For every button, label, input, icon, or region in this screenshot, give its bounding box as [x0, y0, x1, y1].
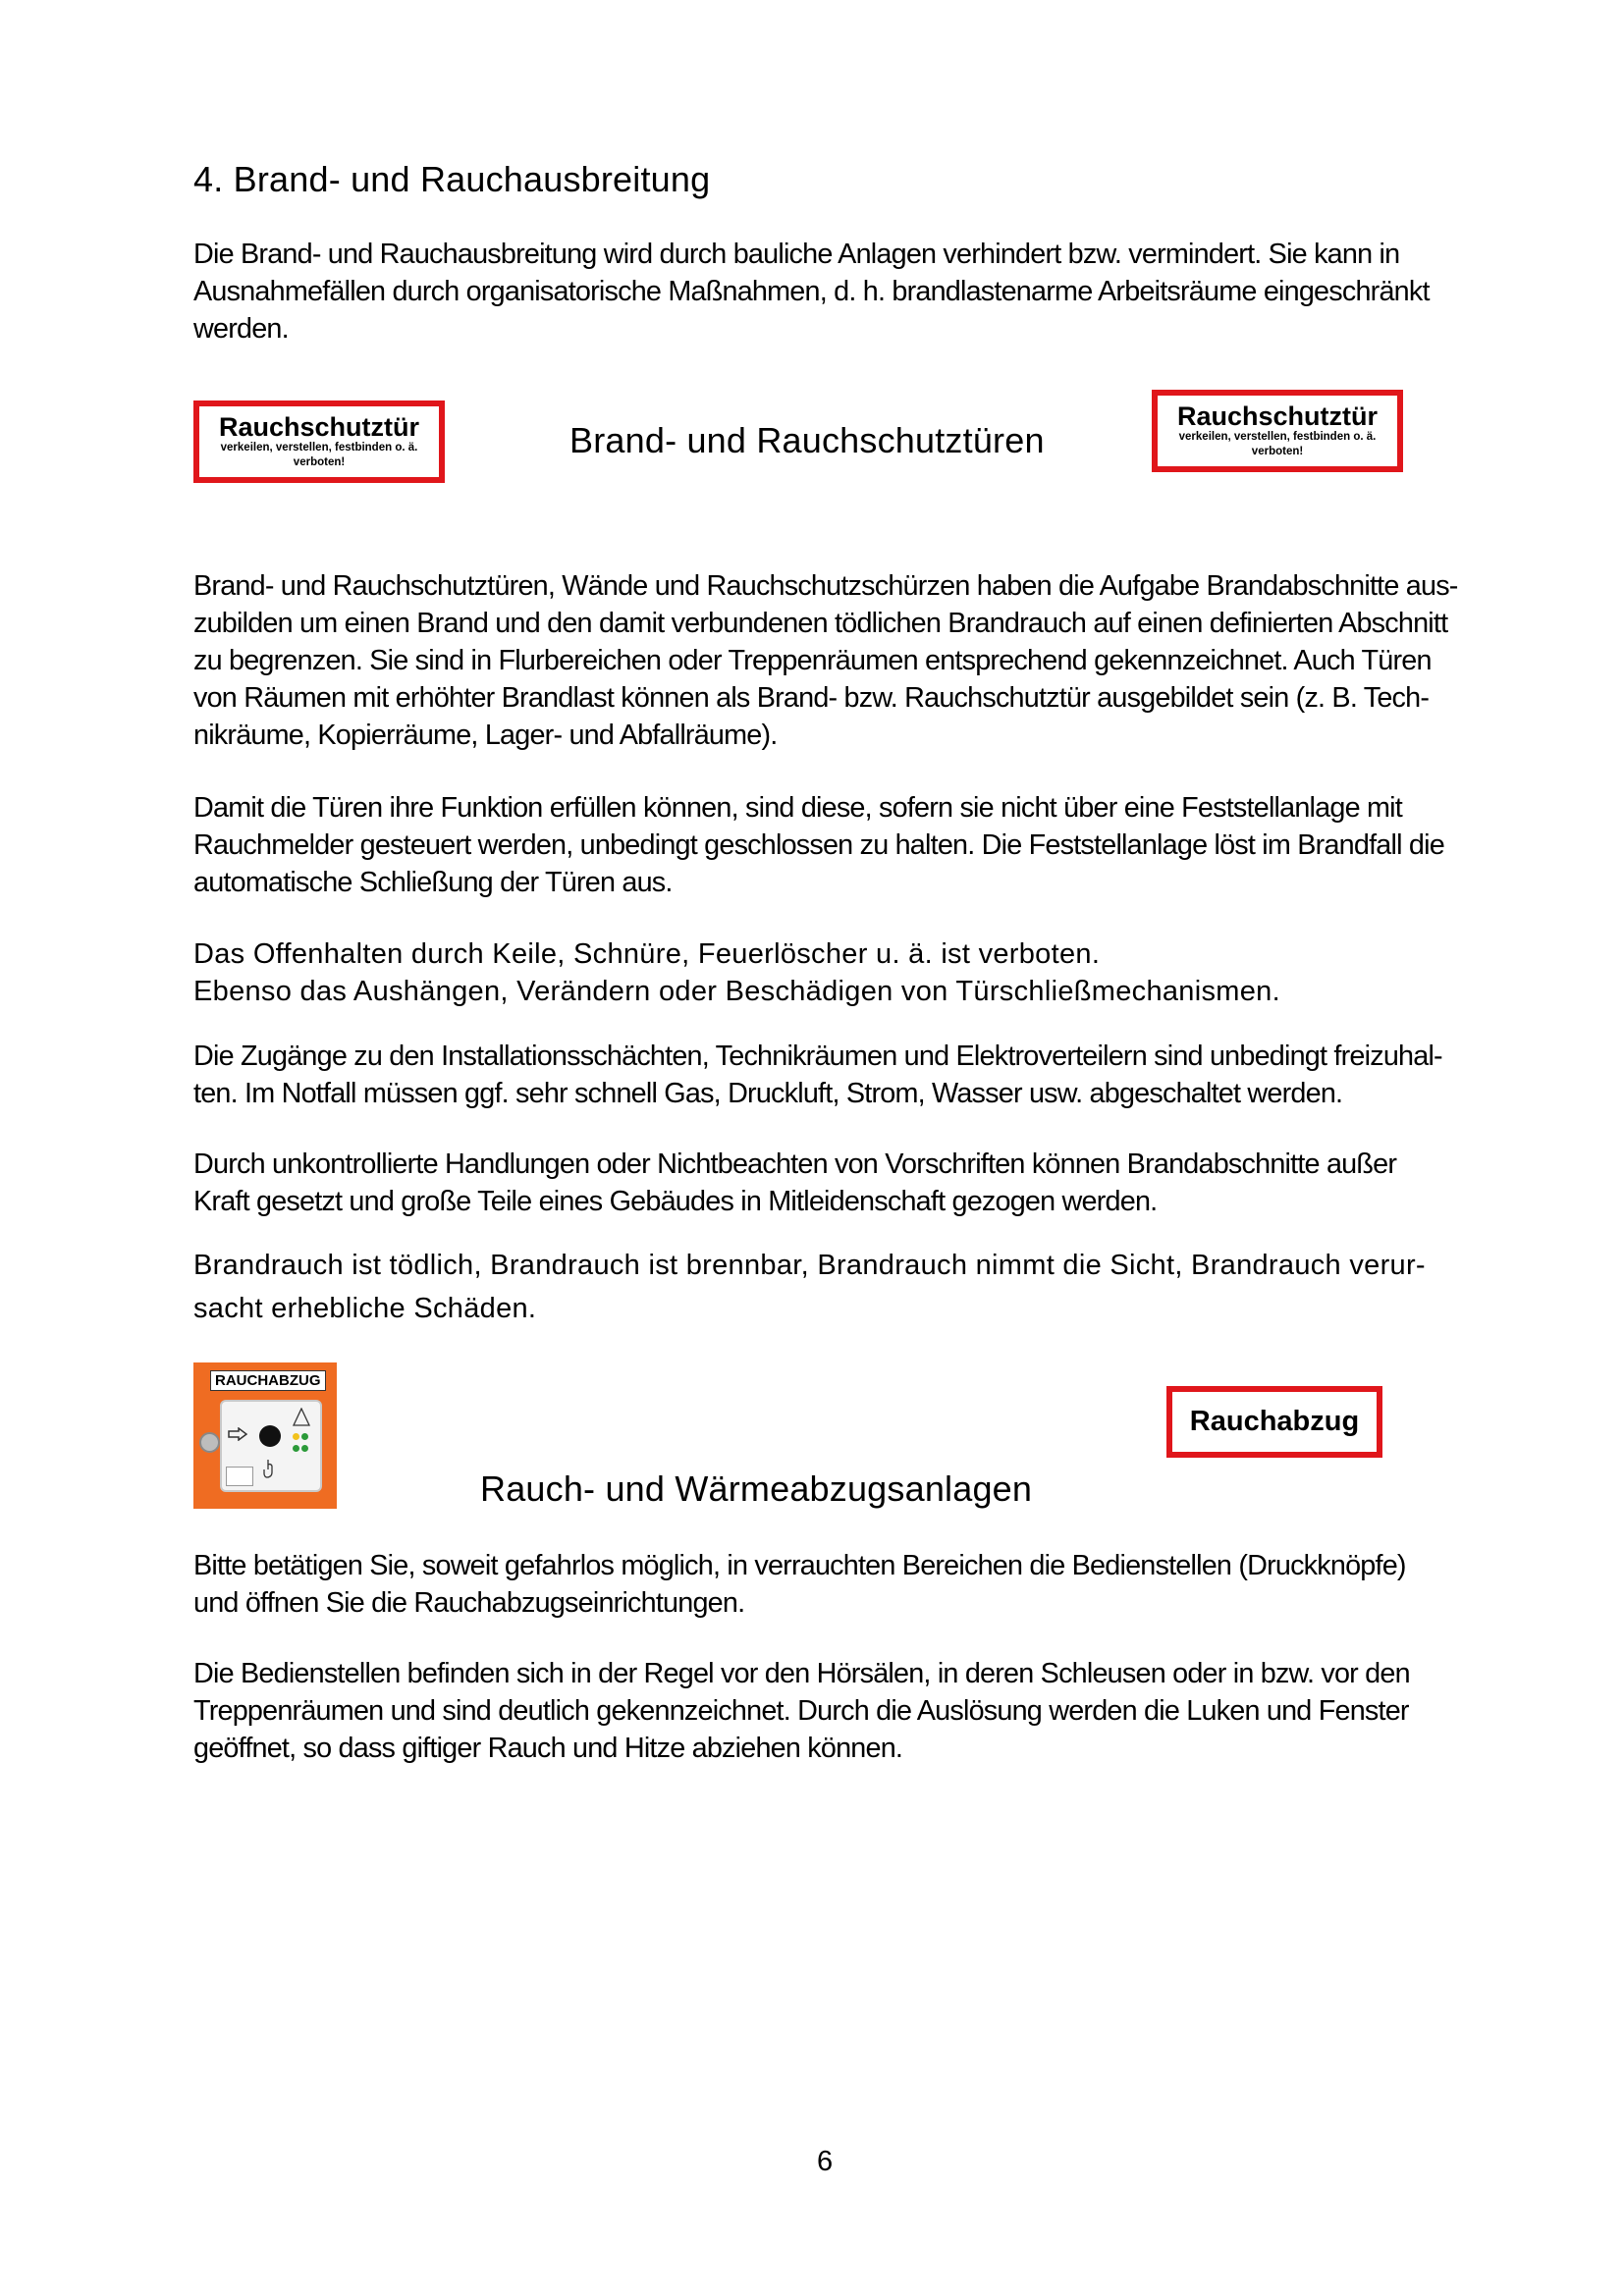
callpoint-window	[220, 1400, 322, 1492]
smoke-vent-heading: Rauch- und Wärmeabzugsanlagen	[480, 1468, 1033, 1509]
doors-paragraph-2	[193, 789, 1470, 901]
text-line: Die Zugänge zu den Installationsschächten, Technikräumen und Elektroverteilern sind unbedingt freizuhal-	[193, 1041, 1442, 1072]
rauchschutztuer-sign-right	[1152, 390, 1403, 472]
rauchschutztuer-sign-left	[193, 400, 445, 483]
text-line: Damit die Türen ihre Funktion erfüllen können, sind diese, sofern sie nicht über eine Feststellanlage mit	[193, 792, 1402, 824]
sign-subtitle: verboten!	[293, 456, 346, 468]
text-line: Brandrauch ist tödlich, Brandrauch ist brennbar, Brandrauch nimmt die Sicht, Brandrauch verur-	[193, 1250, 1426, 1281]
doors-heading: Brand- und Rauchschutztüren	[569, 420, 1045, 460]
doors-paragraph-6	[193, 1244, 1470, 1330]
sign-title: Rauchschutztür	[1176, 401, 1379, 431]
text-line: Rauchmelder gesteuert werden, unbedingt geschlossen zu halten. Die Feststellanlage löst im Brandfall die	[193, 829, 1444, 861]
text-line: Treppenräumen und sind deutlich gekennzeichnet. Durch die Auslösung werden die Luken und Fenster	[193, 1695, 1409, 1727]
text-line: Durch unkontrollierte Handlungen oder Nichtbeachten von Vorschriften können Brandabschnitte außer	[193, 1148, 1397, 1180]
text-line: Ebenso das Aushängen, Verändern oder Beschädigen von Türschließmechanismen.	[193, 976, 1280, 1007]
press-button-icon	[259, 1425, 281, 1447]
text-line: Kraft gesetzt und große Teile eines Gebäudes in Mitleidenschaft gezogen werden.	[193, 1186, 1158, 1217]
section-heading: 4. Brand- und Rauchausbreitung	[193, 159, 711, 199]
text-line: sacht erhebliche Schäden.	[193, 1293, 537, 1324]
sign-subtitle: verkeilen, verstellen, festbinden o. ä.	[220, 442, 418, 454]
text-line: geöffnet, so dass giftiger Rauch und Hitze abziehen können.	[193, 1733, 903, 1764]
hand-pointer-icon	[263, 1459, 277, 1478]
status-led-yellow	[293, 1433, 299, 1440]
doors-paragraph-4	[193, 1038, 1470, 1112]
text-line: Die Bedienstellen befinden sich in der Regel vor den Hörsälen, in deren Schleusen oder in bzw. vor den	[193, 1658, 1410, 1689]
text-line: Brand- und Rauchschutztüren, Wände und Rauchschutzschürzen haben die Aufgabe Brandabschnitte aus-	[193, 570, 1458, 602]
callpoint-key-icon	[199, 1432, 220, 1453]
text-line: nikräume, Kopierräume, Lager- und Abfallräume).	[193, 720, 778, 751]
intro-paragraph	[193, 236, 1470, 347]
sign-subtitle: verkeilen, verstellen, festbinden o. ä.	[1178, 431, 1377, 443]
doors-paragraph-5	[193, 1146, 1470, 1220]
text-line: Bitte betätigen Sie, soweit gefahrlos möglich, in verrauchten Bereichen die Bedienstellen (Druckknöpfe)	[193, 1550, 1406, 1581]
doors-paragraph-3	[193, 935, 1470, 1010]
smoke-vent-paragraph-2	[193, 1655, 1470, 1767]
arrow-right-icon	[228, 1427, 247, 1441]
text-line: Die Brand- und Rauchausbreitung wird durch bauliche Anlagen verhindert bzw. vermindert. Sie kann in	[193, 239, 1400, 270]
status-led-green	[293, 1445, 299, 1452]
status-led-green	[301, 1445, 308, 1452]
rauchabzug-callpoint-image	[193, 1362, 337, 1509]
callpoint-info-label	[226, 1467, 253, 1486]
text-line: Ausnahmefällen durch organisatorische Maßnahmen, d. h. brandlastenarme Arbeitsräume eingeschränkt	[193, 276, 1430, 307]
rauchabzug-sign-label: Rauchabzug	[1172, 1392, 1377, 1452]
text-line: von Räumen mit erhöhter Brandlast können als Brand- bzw. Rauchschutztür ausgebildet sein (z. B. Tech-	[193, 682, 1430, 714]
smoke-vent-paragraph-1	[193, 1547, 1470, 1622]
text-line: zubilden um einen Brand und den damit verbundenen tödlichen Brandrauch auf einen definierten Abschnitt	[193, 608, 1448, 639]
text-line: zu begrenzen. Sie sind in Flurbereichen oder Treppenräumen entsprechend gekennzeichnet. Auch Türen	[193, 645, 1432, 676]
status-led-green	[301, 1433, 308, 1440]
text-line: und öffnen Sie die Rauchabzugseinrichtungen.	[193, 1587, 745, 1619]
callpoint-label: RAUCHABZUG	[210, 1370, 326, 1391]
page-number: 6	[817, 2146, 834, 2177]
rauchabzug-sign	[1166, 1386, 1382, 1458]
warning-icon	[293, 1408, 310, 1427]
doors-paragraph-1	[193, 567, 1470, 754]
sign-subtitle: verboten!	[1251, 446, 1304, 457]
sign-title: Rauchschutztür	[218, 412, 420, 442]
text-line: werden.	[193, 313, 289, 345]
text-line: ten. Im Notfall müssen ggf. sehr schnell Gas, Druckluft, Strom, Wasser usw. abgeschaltet werden.	[193, 1078, 1343, 1109]
text-line: Das Offenhalten durch Keile, Schnüre, Feuerlöscher u. ä. ist verboten.	[193, 938, 1101, 970]
text-line: automatische Schließung der Türen aus.	[193, 867, 673, 898]
